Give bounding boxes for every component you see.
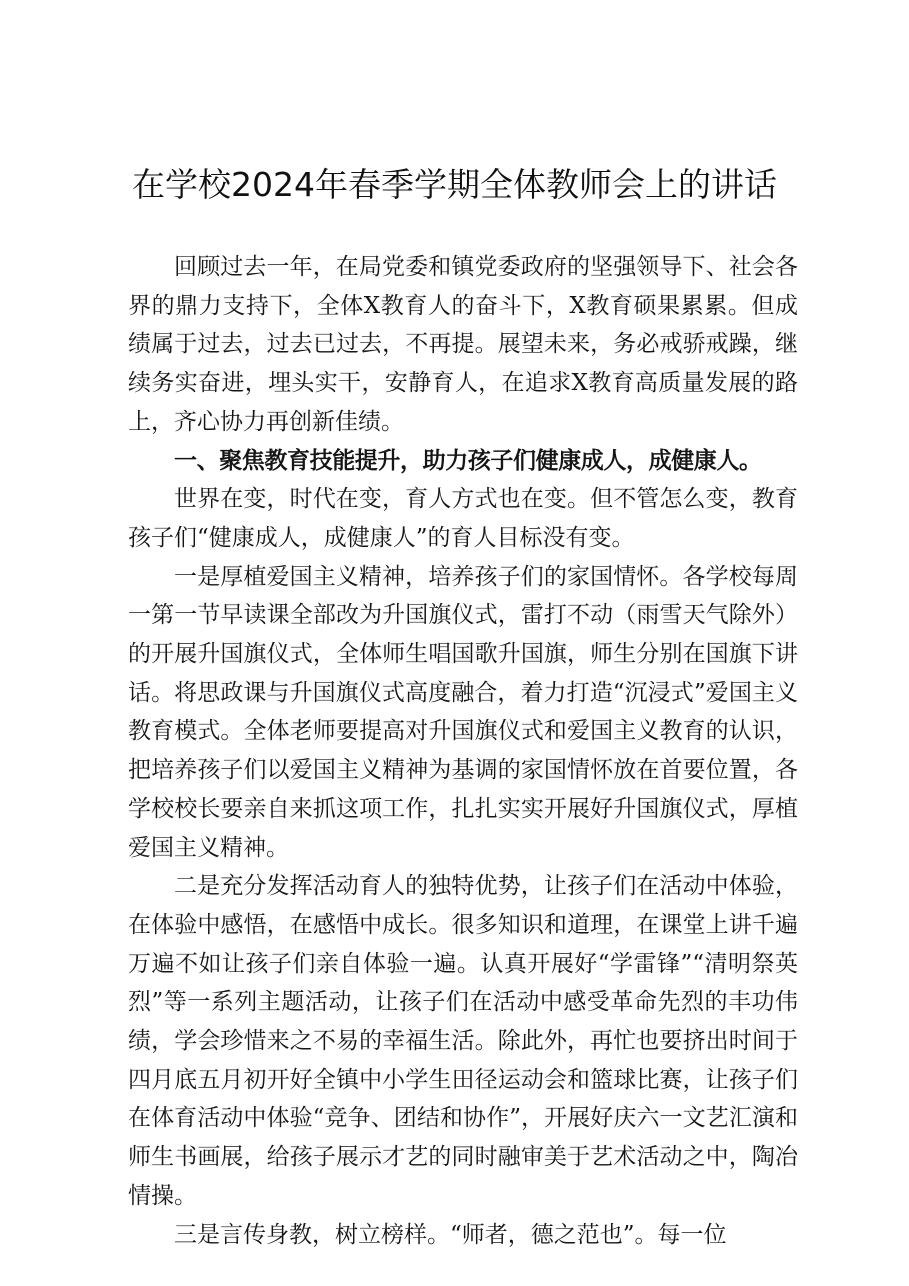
paragraph-overview: 世界在变，时代在变，育人方式也在变。但不管怎么变，教育孩子们“健康成人，成健康人”的育人目标没有变。: [128, 486, 798, 551]
document-body: [128, 248, 798, 1254]
paragraph-intro: 回顾过去一年，在局党委和镇党委政府的坚强领导下、社会各界的鼎力支持下，全体X教育人的奋斗下，X教育硕果累累。但成绩属于过去，过去已过去，不再提。展望未来，务必戒骄戒躁，继续务实奋进，埋头实干，安静育人，在追求X教育高质量发展的路上，齐心协力再创新佳绩。: [128, 254, 798, 435]
paragraph-activities: 二是充分发挥活动育人的独特优势，让孩子们在活动中体验，在体验中感悟，在感悟中成长。很多知识和道理，在课堂上讲千遍万遍不如让孩子们亲自体验一遍。认真开展好“学雷锋”“清明祭英烈”等一系列主题活动，让孩子们在活动中感受革命先烈的丰功伟绩，学会珍惜来之不易的幸福生活。除此外，再忙也要挤出时间于四月底五月初开好全镇中小学生田径运动会和篮球比赛，让孩子们在体育活动中体验“竞争、团结和协作”，开展好庆六一文艺汇演和师生书画展，给孩子展示才艺的同时融审美于艺术活动之中，陶冶情操。: [128, 873, 798, 1209]
section-heading: 一、聚焦教育技能提升，助力孩子们健康成人，成健康人。: [174, 447, 762, 474]
document-title: 在学校2024年春季学期全体教师会上的讲话: [132, 165, 777, 204]
paragraph-patriotism: 一是厚植爱国主义精神，培养孩子们的家国情怀。各学校每周一第一节早读课全部改为升国旗仪式，雷打不动（雨雪天气除外）的开展升国旗仪式，全体师生唱国歌升国旗，师生分别在国旗下讲话。将思政课与升国旗仪式高度融合，着力打造“沉浸式”爱国主义教育模式。全体老师要提高对升国旗仪式和爱国主义教育的认识，把培养孩子们以爱国主义精神为基调的家国情怀放在首要位置，各学校校长要亲自来抓这项工作，扎扎实实开展好升国旗仪式，厚植爱国主义精神。: [128, 563, 798, 861]
paragraph-role-model: 三是言传身教，树立榜样。“师者，德之范也”。每一位: [174, 1221, 727, 1248]
